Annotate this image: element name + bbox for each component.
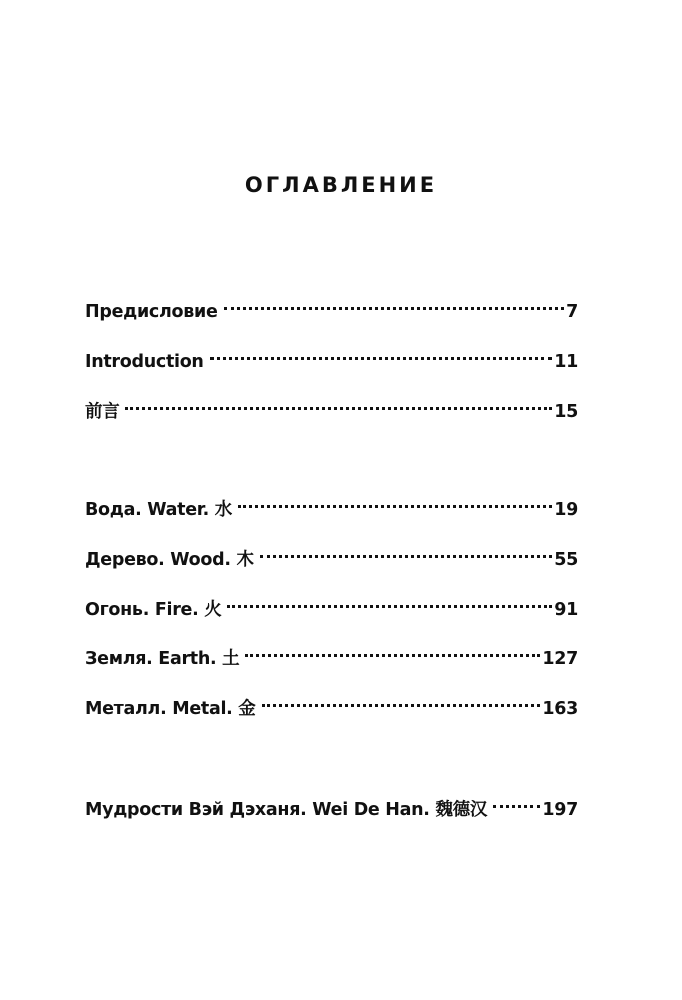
toc-entry-wood[interactable] <box>85 535 578 570</box>
toc-entry-page: 15 <box>554 402 578 422</box>
dot-leader <box>125 387 552 417</box>
toc-entry-title: Предисловие <box>85 302 218 322</box>
toc-entry-earth[interactable] <box>85 634 578 669</box>
dot-leader <box>245 634 540 664</box>
toc-entry-page: 197 <box>542 800 578 820</box>
dot-leader <box>493 785 540 815</box>
toc-entry-introduction[interactable] <box>85 337 578 372</box>
toc-entry-title: 前言 <box>85 402 120 422</box>
toc-entry-wisdom[interactable] <box>85 785 578 820</box>
toc-entry-title: Металл. Metal. 金 <box>85 699 256 719</box>
toc-entry-fire[interactable] <box>85 585 578 620</box>
toc-entry-title: Introduction <box>85 352 204 372</box>
toc-entry-title: Огонь. Fire. 火 <box>85 600 222 620</box>
dot-leader <box>260 535 553 565</box>
toc-entry-metal[interactable] <box>85 684 578 719</box>
toc-entry-preface[interactable] <box>85 287 578 322</box>
dot-leader <box>262 684 541 714</box>
dot-leader <box>227 585 552 615</box>
dot-leader <box>210 337 553 367</box>
toc-entry-title: Дерево. Wood. 木 <box>85 550 254 570</box>
toc-entry-page: 55 <box>554 550 578 570</box>
toc-entry-water[interactable] <box>85 485 578 520</box>
page-title: ОГЛАВЛЕНИЕ <box>244 173 438 197</box>
toc-entry-page: 91 <box>554 600 578 620</box>
toc-entry-title: Мудрости Вэй Дэханя. Wei De Han. 魏德汉 <box>85 800 488 820</box>
dot-leader <box>238 485 552 515</box>
dot-leader <box>224 287 565 317</box>
toc-entry-page: 7 <box>566 302 578 322</box>
toc-entry-page: 19 <box>554 500 578 520</box>
toc-entry-page: 127 <box>542 649 578 669</box>
toc-entry-page: 11 <box>554 352 578 372</box>
toc-entry-page: 163 <box>542 699 578 719</box>
toc-entry-chinese-preface[interactable] <box>85 387 578 422</box>
toc-entry-title: Земля. Earth. 土 <box>85 649 240 669</box>
toc-entry-title: Вода. Water. 水 <box>85 500 232 520</box>
